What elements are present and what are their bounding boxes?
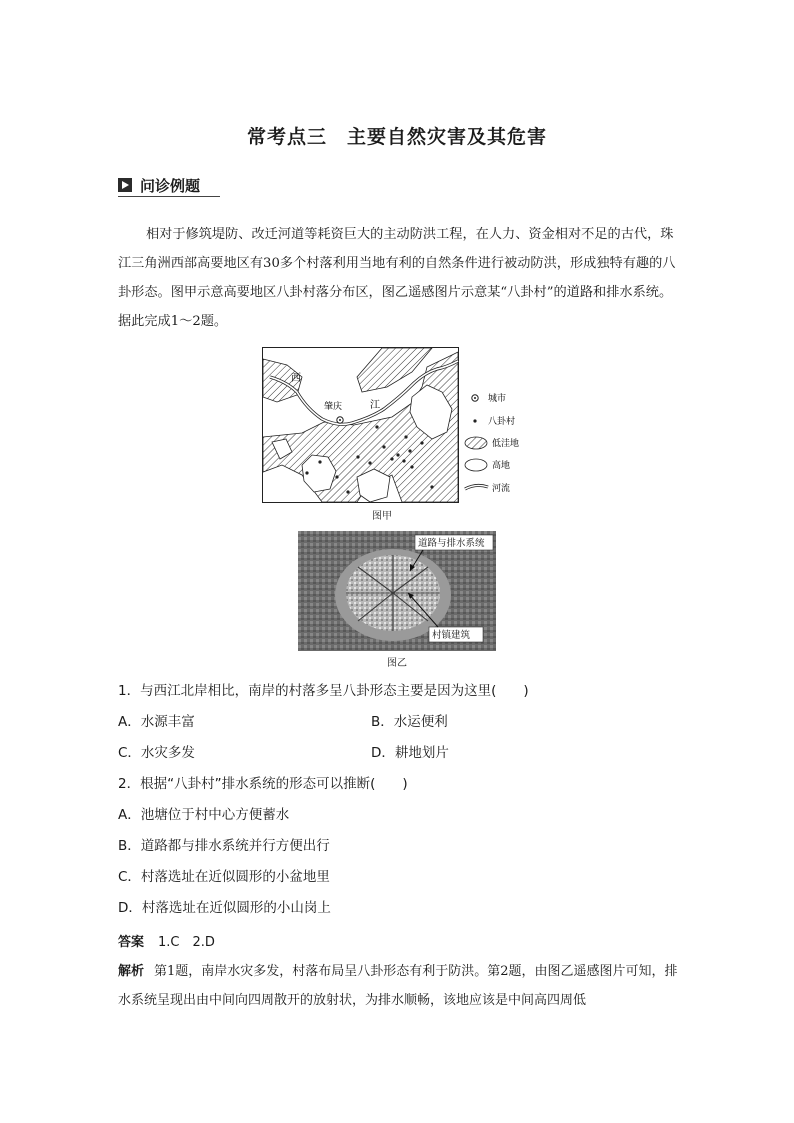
analysis-paragraph [118,957,684,1015]
legend-lowland-icon [465,437,487,449]
analysis-label: 解析 [118,964,145,979]
legend-lowland: 低洼地 [492,439,520,449]
question-2-option-c: C．村落选址在近似圆形的小盆地里 [118,869,330,885]
play-triangle-icon [118,178,132,192]
village-dot [335,475,338,478]
question-2-option-a: A．池塘位于村中心方便蓄水 [118,807,290,823]
map-figure [262,347,542,517]
question-2-option-d: D．村落选址在近似圆形的小山岗上 [118,900,331,916]
village-dot [375,425,378,428]
question-1-option-a: A．水源丰富 [118,714,195,730]
intro-paragraph: 相对于修筑堤防、改迁河道等耗资巨大的主动防洪工程，在人力、资金相对不足的古代，珠江三角洲西部高要地区有30多个村落利用当地有利的自然条件进行被动防洪，形成独特有趣的八卦形态。图甲示意高要地区八卦村落分布区，图乙遥感图片示意某“八卦村”的道路和排水系统。据此完成1～2题。 [118,227,676,329]
map-label-jiang: 江 [370,400,380,411]
map-label-city: 肇庆 [324,402,343,412]
village-dot [305,471,308,474]
legend-highland-icon [465,459,487,471]
legend-river: 河流 [492,484,511,494]
village-dot [402,459,405,462]
label-roads: 道路与排水系统 [418,538,485,549]
legend-city: 城市 [488,394,507,404]
answer-value: 1.C 2.D [158,935,215,950]
legend-highland: 高地 [492,461,511,471]
village-dot [410,465,413,468]
village-dot [408,449,411,452]
question-1-option-d: D．耕地划片 [371,745,449,761]
village-dot [318,460,321,463]
question-2-stem: 2．根据“八卦村”排水系统的形态可以推断( ) [118,776,408,792]
map-legend [465,392,519,494]
question-1-option-b: B．水运便利 [371,714,448,730]
photo-svg [298,531,496,651]
map-label-xi: 西 [291,373,301,384]
answer-line [118,931,215,950]
village-dot [368,461,371,464]
legend-village: 八卦村 [488,417,516,427]
village-dot [356,455,359,458]
question-2-option-b: B．道路都与排水系统并行方便出行 [118,838,330,854]
photo-caption: 图乙 [387,658,407,669]
satellite-photo [298,531,496,651]
village-dot [382,445,385,448]
map-svg [262,347,542,517]
section-label: 问诊例题 [140,177,201,195]
village-dot [404,435,407,438]
analysis-text: 第1题，南岸水灾多发，村落布局呈八卦形态有利于防洪。第2题，由图乙遥感图片可知，排水系统呈现出由中间向四周散开的放射状，为排水顺畅，该地应该是中间高四周低 [118,964,678,1008]
village-dot [430,485,433,488]
answer-label: 答案 [118,935,145,950]
village-dot [390,457,393,460]
question-1-option-c: C．水灾多发 [118,745,195,761]
page-title: 常考点三 主要自然灾害及其危害 [246,126,547,148]
village-dot [420,441,423,444]
map-caption: 图甲 [372,511,392,522]
question-1-stem: 1．与西江北岸相比，南岸的村落多呈八卦形态主要是因为这里( ) [118,683,529,699]
section-header [118,176,220,197]
legend-village-icon [473,419,476,422]
label-buildings: 村镇建筑 [432,630,471,641]
village-dot [396,453,399,456]
village-dot [346,490,349,493]
